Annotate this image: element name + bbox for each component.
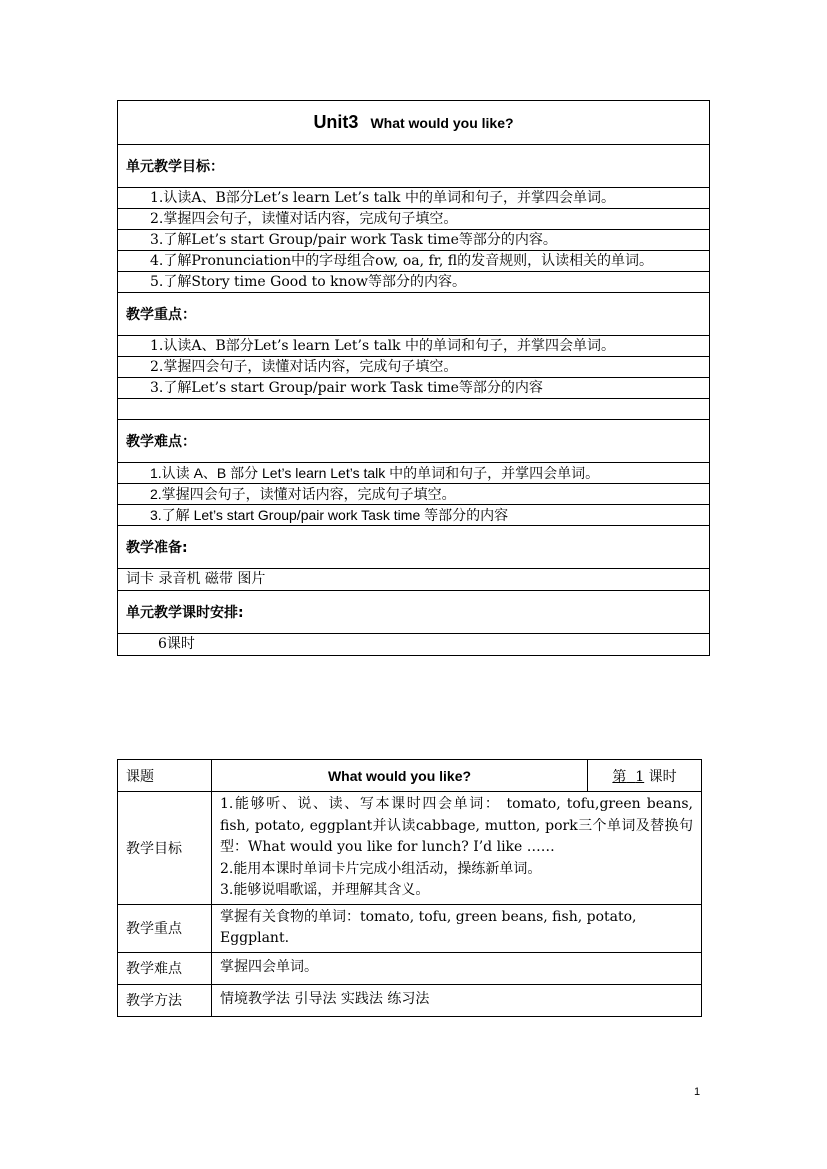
lesson-goals-label: 教学目标: [118, 792, 212, 905]
goals-heading: 单元教学目标：: [118, 145, 710, 188]
lesson-number: 1: [635, 768, 645, 785]
lesson-difficult-label: 教学难点: [118, 952, 212, 984]
lesson-key-label: 教学重点: [118, 904, 212, 952]
lesson-key-line: 掌握有关食物的单词：tomato, tofu, green beans, fish, potato,: [220, 908, 637, 925]
goal-item: 1.认读A、B部分Let’s learn Let’s talk 中的单词和句子，并掌四会单词。: [118, 188, 710, 209]
schedule-value: 6课时: [118, 634, 710, 656]
schedule-heading: 单元教学课时安排:: [118, 591, 710, 634]
lesson-key: [212, 904, 702, 952]
key-item: 1.认读A、B部分Let’s learn Let’s talk 中的单词和句子，并掌四会单词。: [118, 336, 710, 357]
difficult-heading: 教学难点：: [118, 420, 710, 463]
prep-heading: 教学准备:: [118, 526, 710, 569]
lesson-suffix: 课时: [648, 768, 677, 785]
goal-item: 2.掌握四会句子，读懂对话内容，完成句子填空。: [118, 209, 710, 230]
unit-label: Unit3: [313, 112, 359, 132]
key-heading: 教学重点：: [118, 293, 710, 336]
goal-item: 4.了解Pronunciation中的字母组合ow, oa, fr, fl的发音规则，认读相关的单词。: [118, 251, 710, 272]
lesson-plan-table: [117, 759, 702, 1017]
unit-title: [118, 101, 710, 145]
difficult-item: 3.了解 Let’s start Group/pair work Task time 等部分的内容: [118, 505, 710, 526]
lesson-goal-item: 3.能够说唱歌谣，并理解其含义。: [220, 882, 430, 898]
key-item: 3.了解Let’s start Group/pair work Task time等部分的内容: [118, 378, 710, 399]
unit-plan-table: [117, 100, 710, 656]
lesson-goal-item: 1.能够听、说、读、写本课时四会单词： tomato, tofu,green beans, fish, potato, eggplant并认读cabbage, mutton, pork三个单词及替换句型：What would you like for lunch? I’d like ……: [220, 796, 693, 855]
prep-items: 词卡 录音机 磁带 图片: [118, 569, 710, 591]
key-item: 2.掌握四会句子，读懂对话内容，完成句子填空。: [118, 357, 710, 378]
difficult-item: 2.掌握四会句子，读懂对话内容，完成句子填空。: [118, 484, 710, 505]
lesson-goal-item: 2.能用本课时单词卡片完成小组活动，操练新单词。: [220, 860, 542, 877]
page-number: 1: [694, 1086, 701, 1098]
lesson-number-cell: [588, 760, 702, 792]
lesson-method-label: 教学方法: [118, 984, 212, 1016]
lesson-difficult: 掌握四会单词。: [212, 952, 702, 984]
goal-item: 5.了解Story time Good to know等部分的内容。: [118, 272, 710, 293]
empty-row: [118, 399, 710, 420]
lesson-topic: What would you like?: [212, 760, 588, 792]
unit-title-text: What would you like?: [370, 115, 514, 131]
lesson-key-line: Eggplant.: [220, 930, 290, 946]
topic-label: 课题: [118, 760, 212, 792]
goal-item: 3.了解Let’s start Group/pair work Task time等部分的内容。: [118, 230, 710, 251]
lesson-goals: [212, 792, 702, 905]
lesson-methods: 情境教学法 引导法 实践法 练习法: [212, 984, 702, 1016]
difficult-item: 1.认读 A、B 部分 Let’s learn Let’s talk 中的单词和句子，并掌四会单词。: [118, 463, 710, 484]
lesson-prefix: 第: [612, 768, 627, 785]
